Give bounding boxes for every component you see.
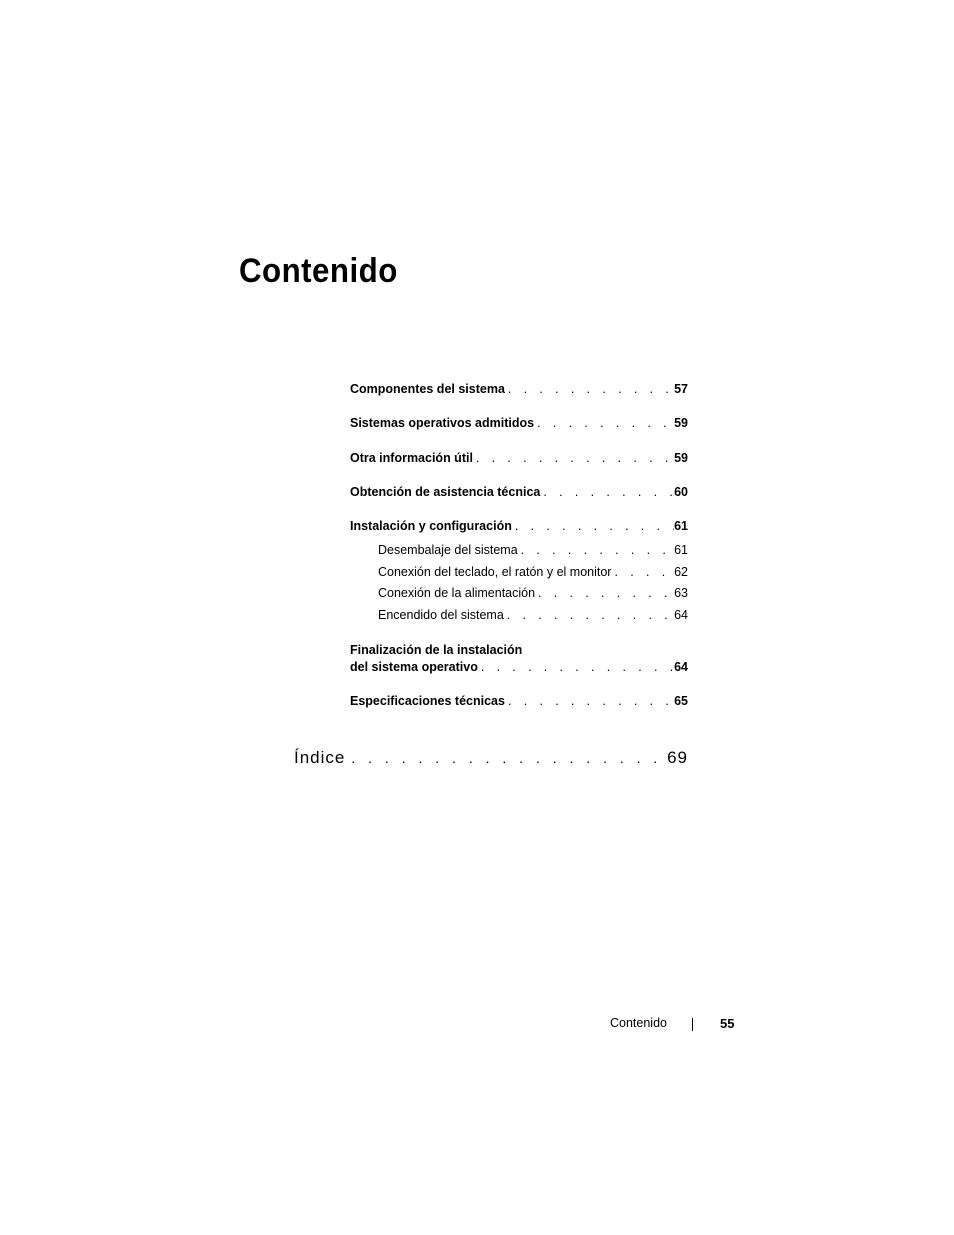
toc-entry-page: 64 bbox=[674, 608, 688, 622]
index-page: 69 bbox=[667, 748, 688, 767]
dot-leader bbox=[535, 586, 674, 601]
toc-entry-especificaciones[interactable] bbox=[350, 694, 688, 709]
page-title: Contenido bbox=[239, 252, 398, 290]
toc-entry-label: Instalación y configuración bbox=[350, 519, 512, 533]
footer-section-label: Contenido bbox=[610, 1016, 667, 1030]
toc-entry-label: Otra información útil bbox=[350, 451, 473, 465]
toc-entry-label: Especificaciones técnicas bbox=[350, 694, 505, 708]
dot-leader bbox=[504, 608, 674, 623]
toc-entry-page: 60 bbox=[674, 485, 688, 499]
toc-entry-sistemas-operativos[interactable] bbox=[350, 416, 688, 431]
dot-leader bbox=[534, 416, 674, 431]
toc-entry-page: 61 bbox=[674, 519, 688, 533]
index-label: Índice bbox=[294, 748, 346, 767]
toc-entry-page: 61 bbox=[674, 543, 688, 557]
toc-subentry-desembalaje[interactable] bbox=[378, 543, 688, 558]
dot-leader bbox=[505, 382, 674, 397]
toc-subentry-encendido[interactable] bbox=[378, 608, 688, 623]
toc-entry-instalacion[interactable] bbox=[350, 519, 688, 534]
toc-entry-componentes[interactable] bbox=[350, 382, 688, 397]
toc-entry-label: Conexión de la alimentación bbox=[378, 586, 536, 600]
toc-entry-otra-informacion[interactable] bbox=[350, 451, 688, 466]
toc-entry-label-line1[interactable]: Finalización de la instalación bbox=[350, 643, 523, 657]
toc-entry-label: Obtención de asistencia técnica bbox=[350, 485, 541, 499]
toc-entry-indice[interactable] bbox=[294, 747, 688, 769]
toc-entry-page: 62 bbox=[674, 565, 688, 579]
toc-entry-page: 59 bbox=[674, 416, 688, 430]
toc-entry-finalizacion[interactable] bbox=[350, 660, 688, 675]
footer-page-number: 55 bbox=[720, 1016, 735, 1031]
dot-leader bbox=[512, 519, 674, 534]
toc-entry-label: Componentes del sistema bbox=[350, 382, 505, 396]
dot-leader bbox=[540, 485, 674, 500]
dot-leader bbox=[473, 451, 674, 466]
dot-leader bbox=[611, 565, 674, 580]
toc-subentry-alimentacion[interactable] bbox=[378, 586, 688, 601]
footer-divider bbox=[692, 1018, 693, 1031]
toc-entry-label: del sistema operativo bbox=[350, 660, 478, 674]
toc-subentry-conexion-teclado[interactable] bbox=[378, 565, 688, 580]
toc-entry-page: 59 bbox=[674, 451, 688, 465]
dot-leader bbox=[478, 660, 674, 675]
toc-entry-page: 65 bbox=[674, 694, 688, 708]
dot-leader bbox=[345, 747, 667, 769]
toc-entry-page: 63 bbox=[674, 586, 688, 600]
toc-entry-page: 64 bbox=[674, 660, 688, 674]
toc-entry-label: Conexión del teclado, el ratón y el monitor bbox=[378, 565, 612, 579]
toc-entry-asistencia-tecnica[interactable] bbox=[350, 485, 688, 500]
toc-entry-label: Encendido del sistema bbox=[378, 608, 504, 622]
toc-entry-label: Sistemas operativos admitidos bbox=[350, 416, 535, 430]
dot-leader bbox=[505, 694, 674, 709]
toc-entry-page: 57 bbox=[674, 382, 688, 396]
toc-entry-label: Desembalaje del sistema bbox=[378, 543, 518, 557]
dot-leader bbox=[518, 543, 674, 558]
